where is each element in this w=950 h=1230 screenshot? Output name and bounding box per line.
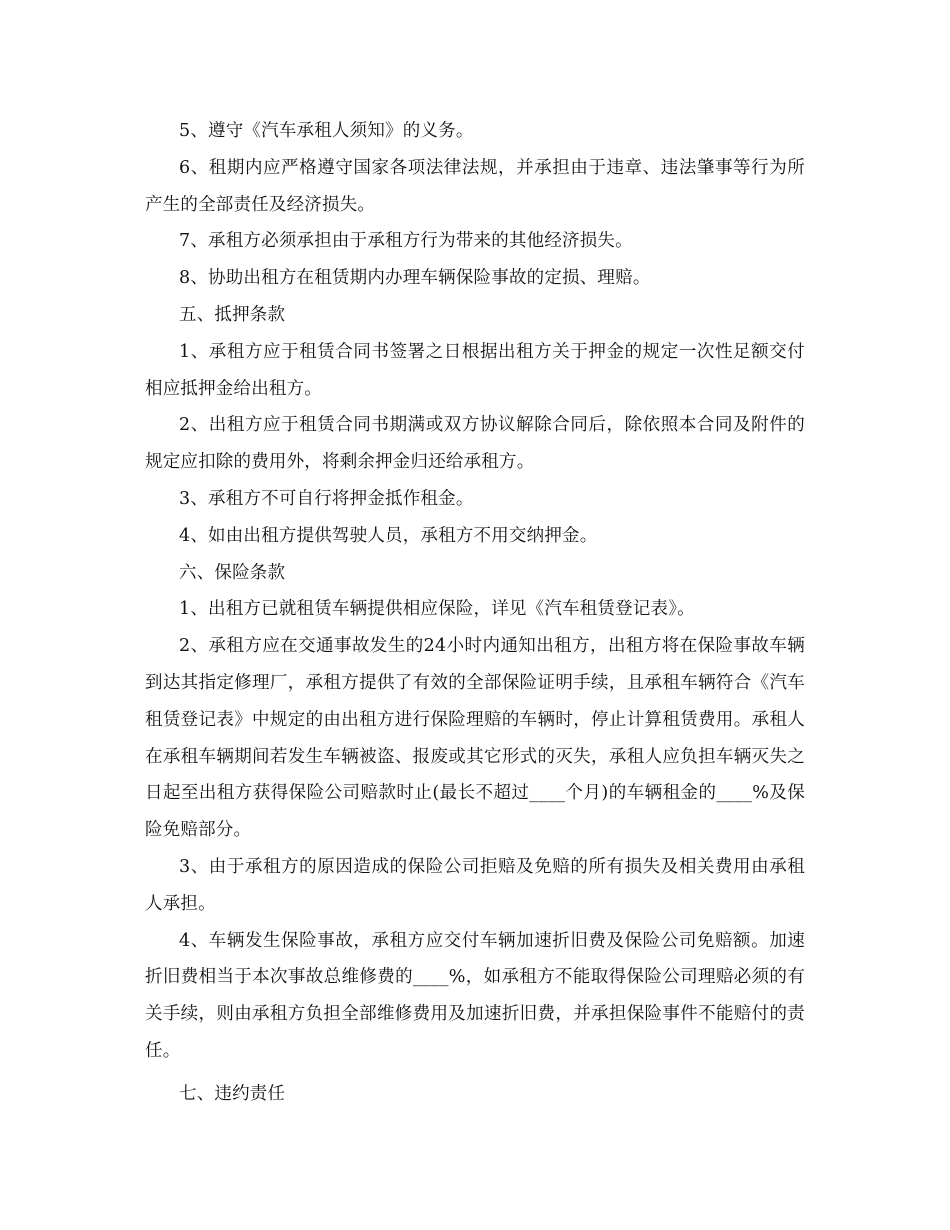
clause-4-8: 8、协助出租方在租赁期内办理车辆保险事故的定损、理赔。 bbox=[179, 268, 651, 289]
clause-6-2: 2、承租方应在交通事故发生的24小时内通知出租方，出租方将在保险事故车辆到达其指定修理厂，承租方提供了有效的全部保险证明手续，且承租车辆符合《汽车租赁登记表》中规定的由出租方进行保险理赔的车辆时，停止计算租赁费用。承租人在承租车辆期间若发生车辆被盗、报废或其它形式的灭失，承租人应负担车辆灭失之日起至出租方获得保险公司赔款时止(最长不超过____个月)的车辆租金的____%及保险免赔部分。 bbox=[145, 636, 805, 841]
section-heading-insurance: 六、保险条款 bbox=[179, 562, 286, 583]
clause-4-6: 6、租期内应严格遵守国家各项法律法规，并承担由于违章、违法肇事等行为所产生的全部责任及经济损失。 bbox=[145, 157, 805, 215]
clause-6-4: 4、车辆发生保险事故，承租方应交付车辆加速折旧费及保险公司免赔额。加速折旧费相当于本次事故总维修费的____%，如承租方不能取得保险公司理赔必须的有关手续，则由承租方负担全部维修费用及加速折旧费，并承担保险事件不能赔付的责任。 bbox=[145, 930, 805, 1061]
clause-5-1: 1、承租方应于租赁合同书签署之日根据出租方关于押金的规定一次性足额交付相应抵押金给出租方。 bbox=[145, 341, 805, 399]
document-body bbox=[145, 113, 805, 1113]
clause-5-4: 4、如由出租方提供驾驶人员，承租方不用交纳押金。 bbox=[179, 525, 598, 546]
section-heading-mortgage: 五、抵押条款 bbox=[179, 304, 286, 325]
clause-5-3: 3、承租方不可自行将押金抵作租金。 bbox=[179, 488, 474, 509]
clause-5-2: 2、出租方应于租赁合同书期满或双方协议解除合同后，除依照本合同及附件的规定应扣除的费用外，将剩余押金归还给承租方。 bbox=[145, 415, 805, 473]
clause-4-5: 5、遵守《汽车承租人须知》的义务。 bbox=[179, 121, 474, 141]
clause-6-3: 3、由于承租方的原因造成的保险公司拒赔及免赔的所有损失及相关费用由承租人承担。 bbox=[145, 856, 805, 914]
clause-6-1: 1、出租方已就租赁车辆提供相应保险，详见《汽车租赁登记表》。 bbox=[179, 599, 695, 620]
clause-4-7: 7、承租方必须承担由于承租方行为带来的其他经济损失。 bbox=[179, 231, 633, 252]
section-heading-liability: 七、违约责任 bbox=[179, 1083, 286, 1104]
